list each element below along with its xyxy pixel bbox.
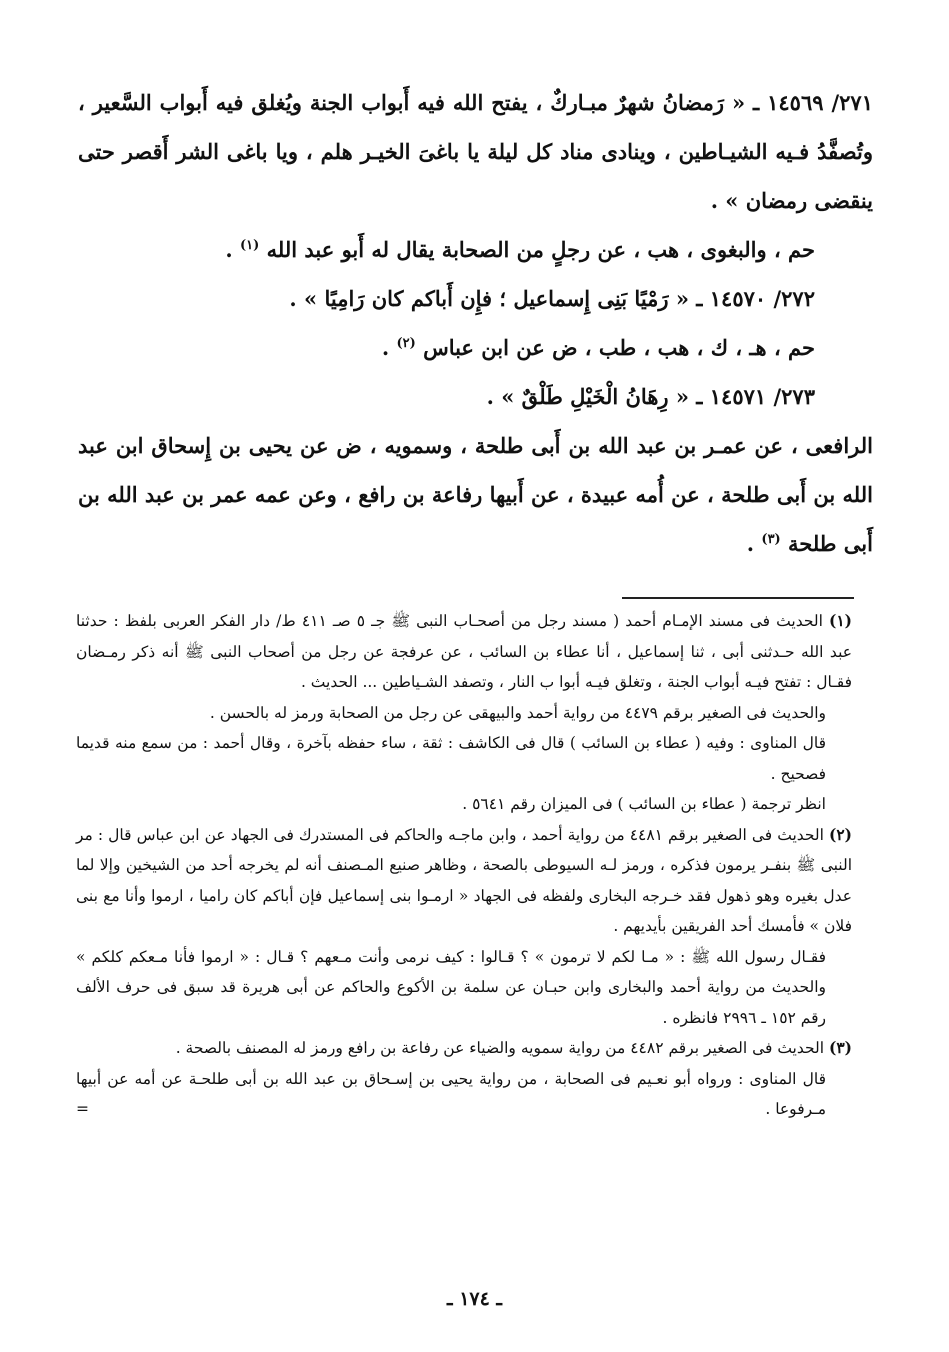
- footnote-ref-1[interactable]: (١): [240, 238, 260, 253]
- hadith-272-source: حم ، هـ ، ك ، هب ، طب ، ض عن ابن عباس $^{(٢)}$ .: [381, 335, 815, 360]
- hadith-273-text: ٢٧٣/ ١٤٥٧١ ـ « رِهَانُ الْخَيْلِ طَلْقٌ » .: [486, 384, 815, 409]
- footnote-2-number: (٢): [828, 824, 852, 844]
- hadith-271-source: حم ، والبغوى ، هب ، عن رجلٍ من الصحابة يقال له أَبو عبد الله $^{(١)}$ .: [225, 237, 815, 262]
- footnote-1: (١) الحديث فى مسند الإمـام أحمد ( مسند رجل من أصحـاب النبى ﷺ جـ ٥ صـ ٤١١ ط/ دار الفكر العربى بلفظ : حدثنا عبد الله حـدثنى أبى ، ثنا إسماعيل ، أنا عطاء بن السائب ، عن عرفجة عن رجل من أصحاب النبى ﷺ أنه ذكر رمـضان فقـال : تفتح فيـه أبواب الجنة ، وتغلق فيـه أبوا ب النار ، وتصفد الشـياطين ... الحديث .: [76, 611, 852, 691]
- hadith-272: [78, 274, 873, 323]
- hadith-271: [78, 78, 873, 225]
- continuation-mark: =: [76, 1100, 89, 1118]
- footnote-ref-3[interactable]: (٣): [761, 532, 781, 547]
- page-number: ـ ١٧٤ ـ: [447, 1288, 502, 1310]
- footnotes-block: [76, 606, 852, 1125]
- footnote-1-paragraph-2: والحديث فى الصغير برقم ٤٤٧٩ من رواية أحمد والبيهقى عن رجل من الصحابة ورمز له بالحسن .: [209, 703, 826, 722]
- hadith-text-block: [78, 78, 873, 568]
- footnote-separator: [622, 597, 854, 599]
- footnote-1-paragraph-4: انظر ترجمة ( عطاء بن السائب ) فى الميزان رقم ٥٦٤١ .: [462, 795, 826, 813]
- hadith-272-text: ٢٧٢/ ١٤٥٧٠ ـ « رَمْيًا بَنِى إِسماعيل ؛ فإِن أَباكم كان رَامِيًا » .: [289, 286, 815, 311]
- footnote-2-paragraph-2: فقـال رسول الله ﷺ : « مـا لكم لا ترمون » ؟ قـالوا : كيف نرمى وأنت مـعهم ؟ قـال : « ارموا فأنا مـعكم كلكم » والحديث من رواية أحمد والبخارى وابن حبـان عن سلمة بن الأكوع والحاكم عن أبى هريرة قد سبق فى حرف الألف رقم ١٥٢ ـ ٢٩٩٦ فانظره .: [76, 947, 826, 1027]
- footnote-1-paragraph-3: قال المناوى : وفيه ( عطاء بن السائب ) قال فى الكاشف : ثقة ، ساء حفظه بآخرة ، وقال أحمد : من سمع منه قديما فصحيح .: [76, 734, 826, 783]
- hadith-273: [78, 372, 873, 421]
- footnote-1-number: (١): [828, 611, 852, 630]
- footnote-3-number: (٣): [828, 1038, 852, 1057]
- hadith-271-text: ٢٧١/ ١٤٥٦٩ ـ « رَمضانُ شهرٌ مبـاركٌ ، يفتح الله فيه أَبواب الجنة ويُغلق فيه أَبواب السَّعير ، وتُصفَّدُ فـيه الشيـاطين ، وينادى مناد كل ليلة يا باغىَ الخيـر هلم ، ويا باغى الشر أَقصر حتى ينقضى رمضان » .: [78, 90, 873, 213]
- footnote-2: (٢) الحديث فى الصغير برقم ٤٤٨١ من رواية أحمد ، وابن ماجـه والحاكم فى المستدرك فى الجهاد عن ابن عباس قال : مر النبى ﷺ بنفـر يرمون فذكره ، ورمز لـه السيوطى بالصحة ، وظاهر صنيع المـصنف أنه لم يخرجه أحد من الشيخين وإلا لما عدل بغيره وهو ذهول فقد خـرجه البخارى ولفظه فى الجهاد « ارمـوا بنى إسماعيل فإن أباكم كان راميا ، ارموا وأنا مع بنى فلان » فأمسك أحد الفريقين بأيديهم .: [76, 824, 852, 935]
- footnote-3-paragraph-2: قال المناوى : ورواه أبو نعـيم فى الصحابة ، من رواية يحيى بن إسـحاق بن عبد الله بن أبى طلحـة عن أمه عن أبيها مـرفوعا . =: [76, 1064, 852, 1125]
- footnote-ref-2[interactable]: (٢): [396, 336, 416, 351]
- footnote-3: (٣) الحديث فى الصغير برقم ٤٤٨٢ من رواية سمويه والضياء عن رفاعة بن رافع ورمز له المصنف بالصحة .: [175, 1038, 852, 1057]
- hadith-273-source: الرافعى ، عن عمـر بن عبد الله بن أَبى طلحة ، وسمويه ، ض عن يحيى بن إِسحاق ابن عبد الله بن أَبى طلحة ، عن أُمه عبيدة ، عن أَبيها رفاعة بن رافع ، وعن عمه عمر بن عبد الله بن أَبى طلحة $^{(٣)}$ .: [78, 433, 873, 556]
